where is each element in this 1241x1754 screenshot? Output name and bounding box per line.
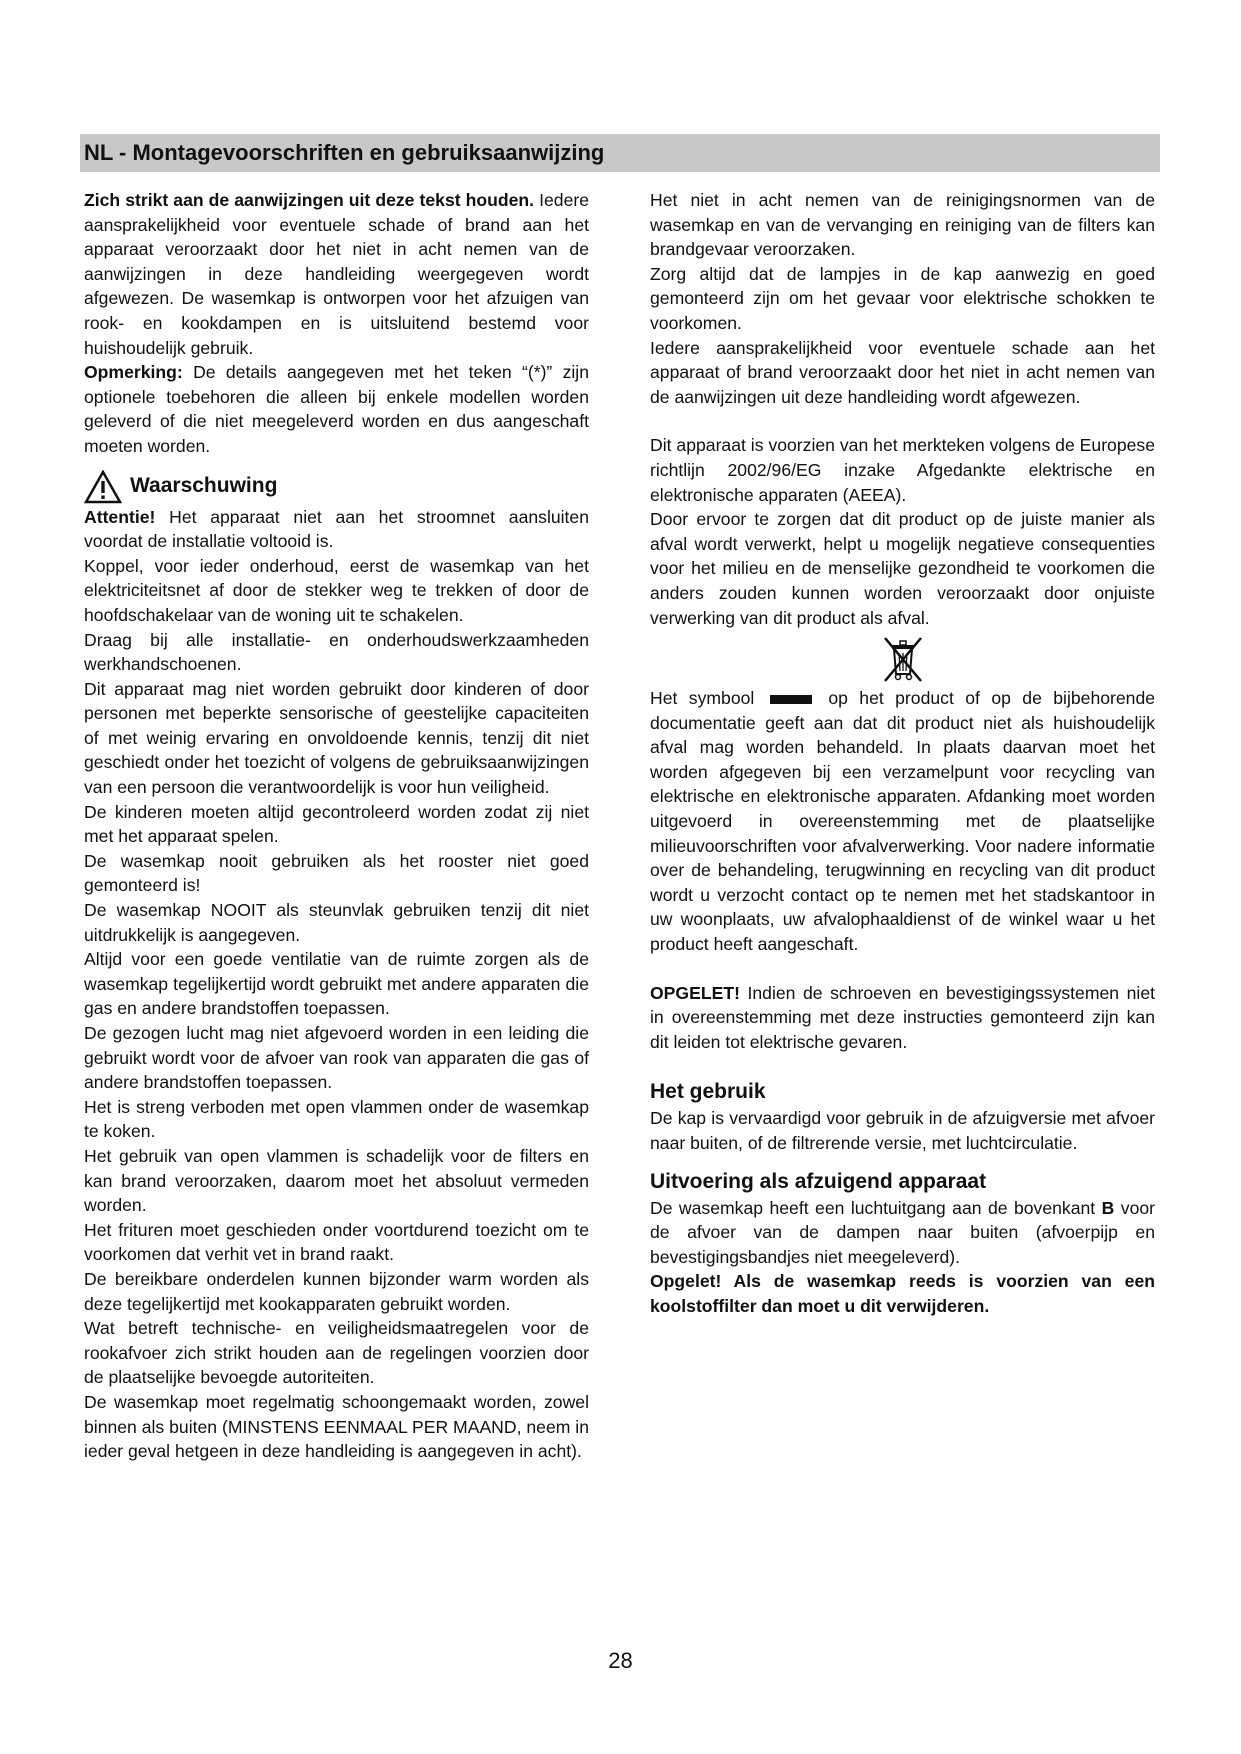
- warning-triangle-icon: [84, 470, 122, 504]
- paragraph: Het is streng verboden met open vlammen onder de wasemkap te koken.: [84, 1096, 589, 1142]
- attention-label: Attentie!: [84, 506, 156, 527]
- paragraph: Het gebruik van open vlammen is schadelijk voor de filters en kan brand veroorzaken, daarom moet het absoluut vermeden worden.: [84, 1145, 589, 1216]
- use-text: De kap is vervaardigd voor gebruik in de afzuigversie met afvoer naar buiten, of de filtrerende versie, met luchtcirculatie.: [650, 1108, 1155, 1153]
- section-header: [80, 134, 1160, 172]
- exhaust-text-post: voor de afvoer van de dampen naar buiten (afvoerpijp en bevestigingsbandjes niet meegeleverd).: [650, 1197, 1156, 1267]
- spacer: [650, 957, 1155, 981]
- exhaust-paragraph: [650, 1196, 1155, 1270]
- spacer: [650, 409, 1155, 433]
- crossed-out-bin-icon: [881, 634, 925, 684]
- attention-paragraph: [84, 505, 589, 554]
- symbol-post: op het product of op de bijbehorende documentatie geeft aan dat dit product niet als huishoudelijk afval mag worden behandeld. In plaats daarvan moet het worden afgegeven bij een verzamelpunt voor recycling van elektrische en elektronische apparaten. Afdanking moet worden uitgevoerd in overeenstemming met de plaatselijke milieuvoorschriften voor afvalverwerking. Voor nadere informatie over de behandeling, terugwinning en recycling van dit product wordt u verzocht contact op te nemen met het stadskantoor in uw woonplaats, uw afvalophaaldienst of de winkel waar u het product heeft aangeschaft.: [650, 688, 1156, 955]
- exhaust-letter: B: [1101, 1197, 1115, 1218]
- paragraph: Altijd voor een goede ventilatie van de ruimte zorgen als de wasemkap tegelijkertijd wordt gebruikt met andere apparaten die gas en andere brandstoffen toepassen.: [84, 949, 589, 1019]
- paragraph: De wasemkap moet regelmatig schoongemaakt worden, zowel binnen als buiten (MINSTENS EENMAAL PER MAAND, neem in ieder geval hetgeen in deze handleiding is aangegeven in acht).: [84, 1391, 589, 1462]
- paragraph: Koppel, voor ieder onderhoud, eerst de wasemkap van het elektriciteitsnet af door de stekker weg te trekken of door de hoofdschakelaar van de woning uit te schakelen.: [84, 555, 589, 625]
- warning-heading: [84, 469, 589, 505]
- paragraph: De kinderen moeten altijd gecontroleerd worden zodat zij niet met het apparaat spelen.: [84, 801, 589, 847]
- note-paragraph: [84, 360, 589, 458]
- paragraph: Draag bij alle installatie- en onderhoudswerkzaamheden werkhandschoenen.: [84, 629, 589, 675]
- attention-text: Het apparaat niet aan het stroomnet aansluiten voordat de installatie voltooid is.: [84, 506, 590, 552]
- right-column: [650, 188, 1155, 1319]
- exhaust-title: Uitvoering als afzuigend apparaat: [650, 1169, 987, 1193]
- black-bar-symbol: [770, 695, 812, 704]
- use-title: Het gebruik: [650, 1080, 766, 1104]
- note-label: Opmerking:: [84, 362, 183, 383]
- paragraph: De wasemkap NOOIT als steunvlak gebruiken tenzij dit niet uitdrukkelijk is aangegeven.: [84, 900, 589, 945]
- paragraph: Dit apparaat mag niet worden gebruikt door kinderen of door personen met beperkte sensorische of geestelijke capaciteiten of met weinig ervaring en onvoldoende kennis, tenzij dit niet geschiedt onder het toezicht of volgens de gebruiksaanwijzingen van een persoon die verantwoordelijk is voor hun veiligheid.: [84, 678, 589, 798]
- spacer: [650, 1156, 1155, 1168]
- intro-text: Iedere aansprakelijkheid voor eventuele schade of brand aan het apparaat veroorzaakt door het niet in acht nemen van de aanwijzingen in deze handleiding weergegeven wordt afgewezen. De wasemkap is ontworpen voor het afzuigen van rook- en kookdampen en is uitsluitend bestemd voor huishoudelijk gebruik.: [84, 190, 590, 358]
- spacer: [650, 1054, 1155, 1078]
- paragraph: De gezogen lucht mag niet afgevoerd worden in een leiding die gebruikt wordt voor de afvoer van rook van apparaten die gas of andere brandstoffen toepassen.: [84, 1023, 589, 1093]
- caution-paragraph: [650, 981, 1155, 1055]
- exhaust-text-pre: De wasemkap heeft een luchtuitgang aan de bovenkant: [650, 1197, 1096, 1218]
- paragraph: Zorg altijd dat de lampjes in de kap aanwezig en goed gemonteerd zijn om het gevaar voor elektrische schokken te voorkomen.: [650, 263, 1155, 333]
- paragraph: De bereikbare onderdelen kunnen bijzonder warm worden als deze tegelijkertijd met kookapparaten gebruikt worden.: [84, 1268, 589, 1314]
- paragraph: Dit apparaat is voorzien van het merkteken volgens de Europese richtlijn 2002/96/EG inzake Afgedankte elektrische en elektronische apparaten (AEEA).: [650, 435, 1155, 505]
- page-number: 28: [608, 1648, 633, 1673]
- exhaust-warning: Opgelet! Als de wasemkap reeds is voorzien van een koolstoffilter dan moet u dit verwijderen.: [650, 1271, 1155, 1316]
- caution-text: Indien de schroeven en bevestigingssystemen niet in overeenstemming met deze instructies gemonteerd zijn kan dit leiden tot elektrische gevaren.: [650, 982, 1155, 1052]
- paragraph: Door ervoor te zorgen dat dit product op de juiste manier als afval wordt verwerkt, helpt u mogelijk negatieve consequenties voor het milieu en de menselijke gezondheid te voorkomen die anders zouden kunnen worden veroorzaakt door onjuiste verwerking van dit product als afval.: [650, 509, 1155, 628]
- paragraph: Het frituren moet geschieden onder voortdurend toezicht om te voorkomen dat verhit vet in brand raakt.: [84, 1219, 589, 1265]
- symbol-pre: Het symbool: [650, 688, 755, 709]
- paragraph: Het niet in acht nemen van de reinigingsnormen van de wasemkap en van de vervanging en reiniging van de filters kan brandgevaar veroorzaken.: [650, 190, 1155, 260]
- caution-label: OPGELET!: [650, 982, 740, 1003]
- page-title: NL - Montagevoorschriften en gebruiksaanwijzing: [84, 140, 605, 165]
- intro-bold: Zich strikt aan de aanwijzingen uit deze tekst houden.: [84, 190, 535, 210]
- left-column: [84, 188, 589, 1464]
- note-text: De details aangegeven met het teken “(*)” zijn optionele toebehoren die alleen bij enkele modellen worden geleverd of die niet meegeleverd worden en dus aangeschaft moeten worden.: [84, 362, 590, 456]
- paragraph: Wat betreft technische- en veiligheidsmaatregelen voor de rookafvoer zich strikt houden aan de regelingen voorzien door de plaatselijke bevoegde autoriteiten.: [84, 1318, 589, 1388]
- intro-paragraph: [84, 188, 589, 360]
- paragraph: Iedere aansprakelijkheid voor eventuele schade aan het apparaat of brand veroorzaakt door het niet in acht nemen van de aanwijzingen uit deze handleiding wordt afgewezen.: [650, 337, 1155, 407]
- weee-symbol: [650, 630, 1155, 686]
- paragraph: De wasemkap nooit gebruiken als het rooster niet goed gemonteerd is!: [84, 850, 589, 896]
- symbol-paragraph: [650, 686, 1155, 957]
- warning-title: Waarschuwing: [130, 474, 278, 498]
